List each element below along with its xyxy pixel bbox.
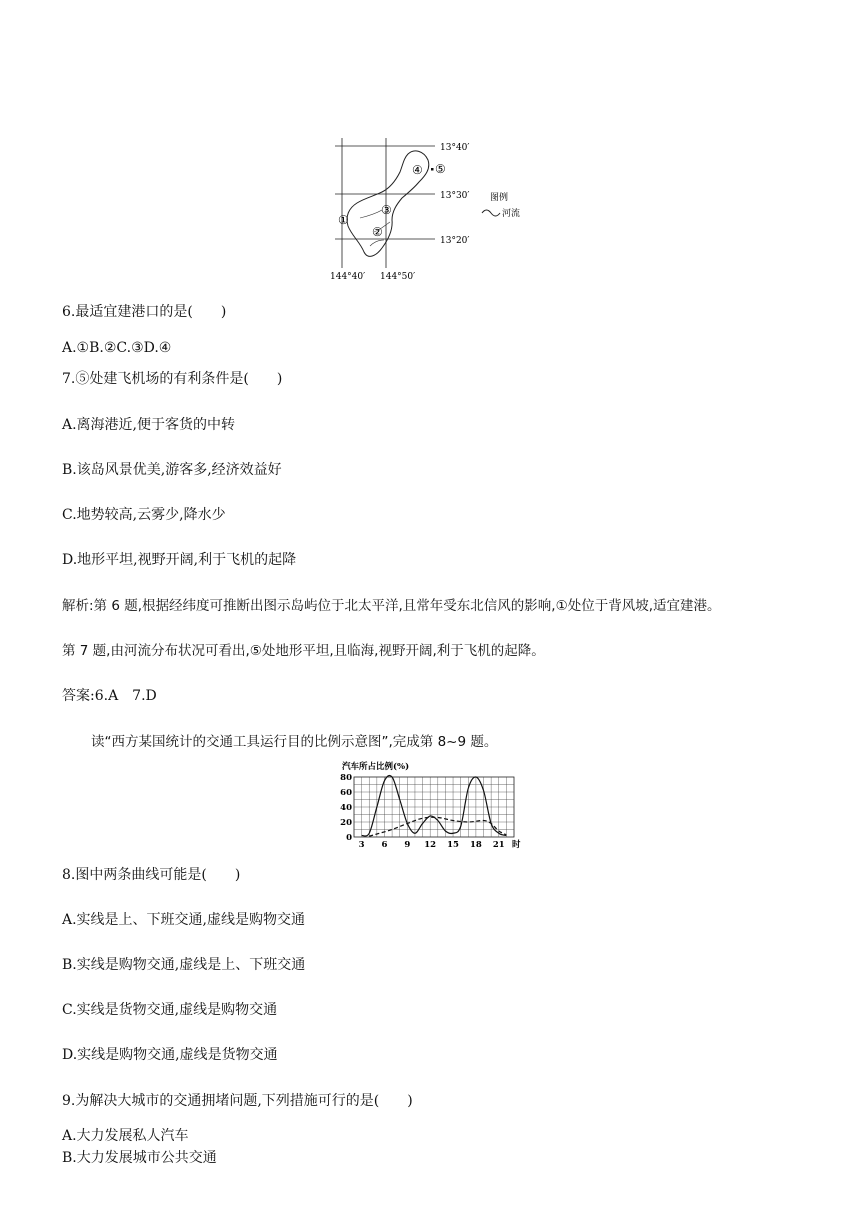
x-tick-label: 6 [381, 840, 388, 850]
chart-ylabel: 汽车所占比例(%) [342, 762, 410, 772]
q8-stem: 8.图中两条曲线可能是( ) [62, 867, 241, 883]
x-tick-label: 9 [404, 840, 411, 850]
legend-river-label: 河流 [502, 209, 521, 219]
legend-title: 图例 [490, 193, 509, 203]
q8-option-d: D.实线是购物交通,虚线是货物交通 [62, 1047, 278, 1063]
lat-label-middle: 13°30′ [440, 191, 470, 201]
traffic-purpose-chart [332, 756, 532, 856]
lon-label-east: 144°50′ [380, 272, 416, 282]
y-tick-label: 20 [340, 818, 352, 828]
q9-option-b: B.大力发展城市公共交通 [62, 1150, 217, 1166]
q6-options: A.①B.②C.③D.④ [62, 340, 172, 356]
x-tick-label: 21 [492, 840, 505, 850]
site-5-point [431, 168, 434, 171]
y-tick-label: 40 [340, 803, 352, 813]
marker-5: ⑤ [435, 162, 446, 176]
q6-stem: 6.最适宜建港口的是( ) [62, 304, 227, 320]
lat-label-north: 13°40′ [440, 143, 470, 153]
analysis-line-1: 解析:第 6 题,根据经纬度可推断出图示岛屿位于北太平洋,且常年受东北信风的影响,①处位于背风坡,适宜建港。 [62, 598, 721, 614]
q7-option-d: D.地形平坦,视野开阔,利于飞机的起降 [62, 552, 297, 568]
marker-1: ① [338, 213, 349, 227]
x-tick-label: 15 [447, 840, 459, 850]
answer: 答案:6.A 7.D [62, 688, 157, 704]
y-tick-label: 60 [340, 788, 352, 798]
river-1 [360, 210, 382, 218]
q9-option-a: A.大力发展私人汽车 [62, 1128, 189, 1144]
x-tick-label: 3 [358, 840, 365, 850]
lat-label-south: 13°20′ [440, 236, 470, 246]
q8-option-a: A.实线是上、下班交通,虚线是购物交通 [62, 912, 306, 928]
marker-4: ④ [412, 163, 423, 177]
y-tick-label: 80 [340, 773, 352, 783]
lon-label-west: 144°40′ [330, 272, 366, 282]
q8-option-b: B.实线是购物交通,虚线是上、下班交通 [62, 957, 306, 973]
x-tick-label: 12 [424, 840, 437, 850]
q7-option-a: A.离海港近,便于客货的中转 [62, 417, 236, 433]
marker-3: ③ [381, 203, 392, 217]
intro-8-9: 读“西方某国统计的交通工具运行目的比例示意图”,完成第 8~9 题。 [91, 734, 498, 750]
island-map [330, 136, 530, 286]
q7-option-c: C.地势较高,云雾少,降水少 [62, 507, 226, 523]
q9-stem: 9.为解决大城市的交通拥堵问题,下列措施可行的是( ) [62, 1093, 413, 1109]
legend-river-symbol [482, 210, 500, 216]
q7-stem: 7.⑤处建飞机场的有利条件是( ) [62, 371, 283, 387]
marker-2: ② [372, 225, 383, 239]
river-3 [370, 240, 384, 246]
q8-option-c: C.实线是货物交通,虚线是购物交通 [62, 1002, 278, 1018]
q7-option-b: B.该岛风景优美,游客多,经济效益好 [62, 462, 282, 478]
analysis-line-2: 第 7 题,由河流分布状况可看出,⑤处地形平坦,且临海,视野开阔,利于飞机的起降。 [62, 643, 545, 659]
chart-xlabel: 时 [512, 840, 521, 850]
x-tick-label: 18 [469, 840, 482, 850]
y-tick-label: 0 [346, 833, 352, 843]
